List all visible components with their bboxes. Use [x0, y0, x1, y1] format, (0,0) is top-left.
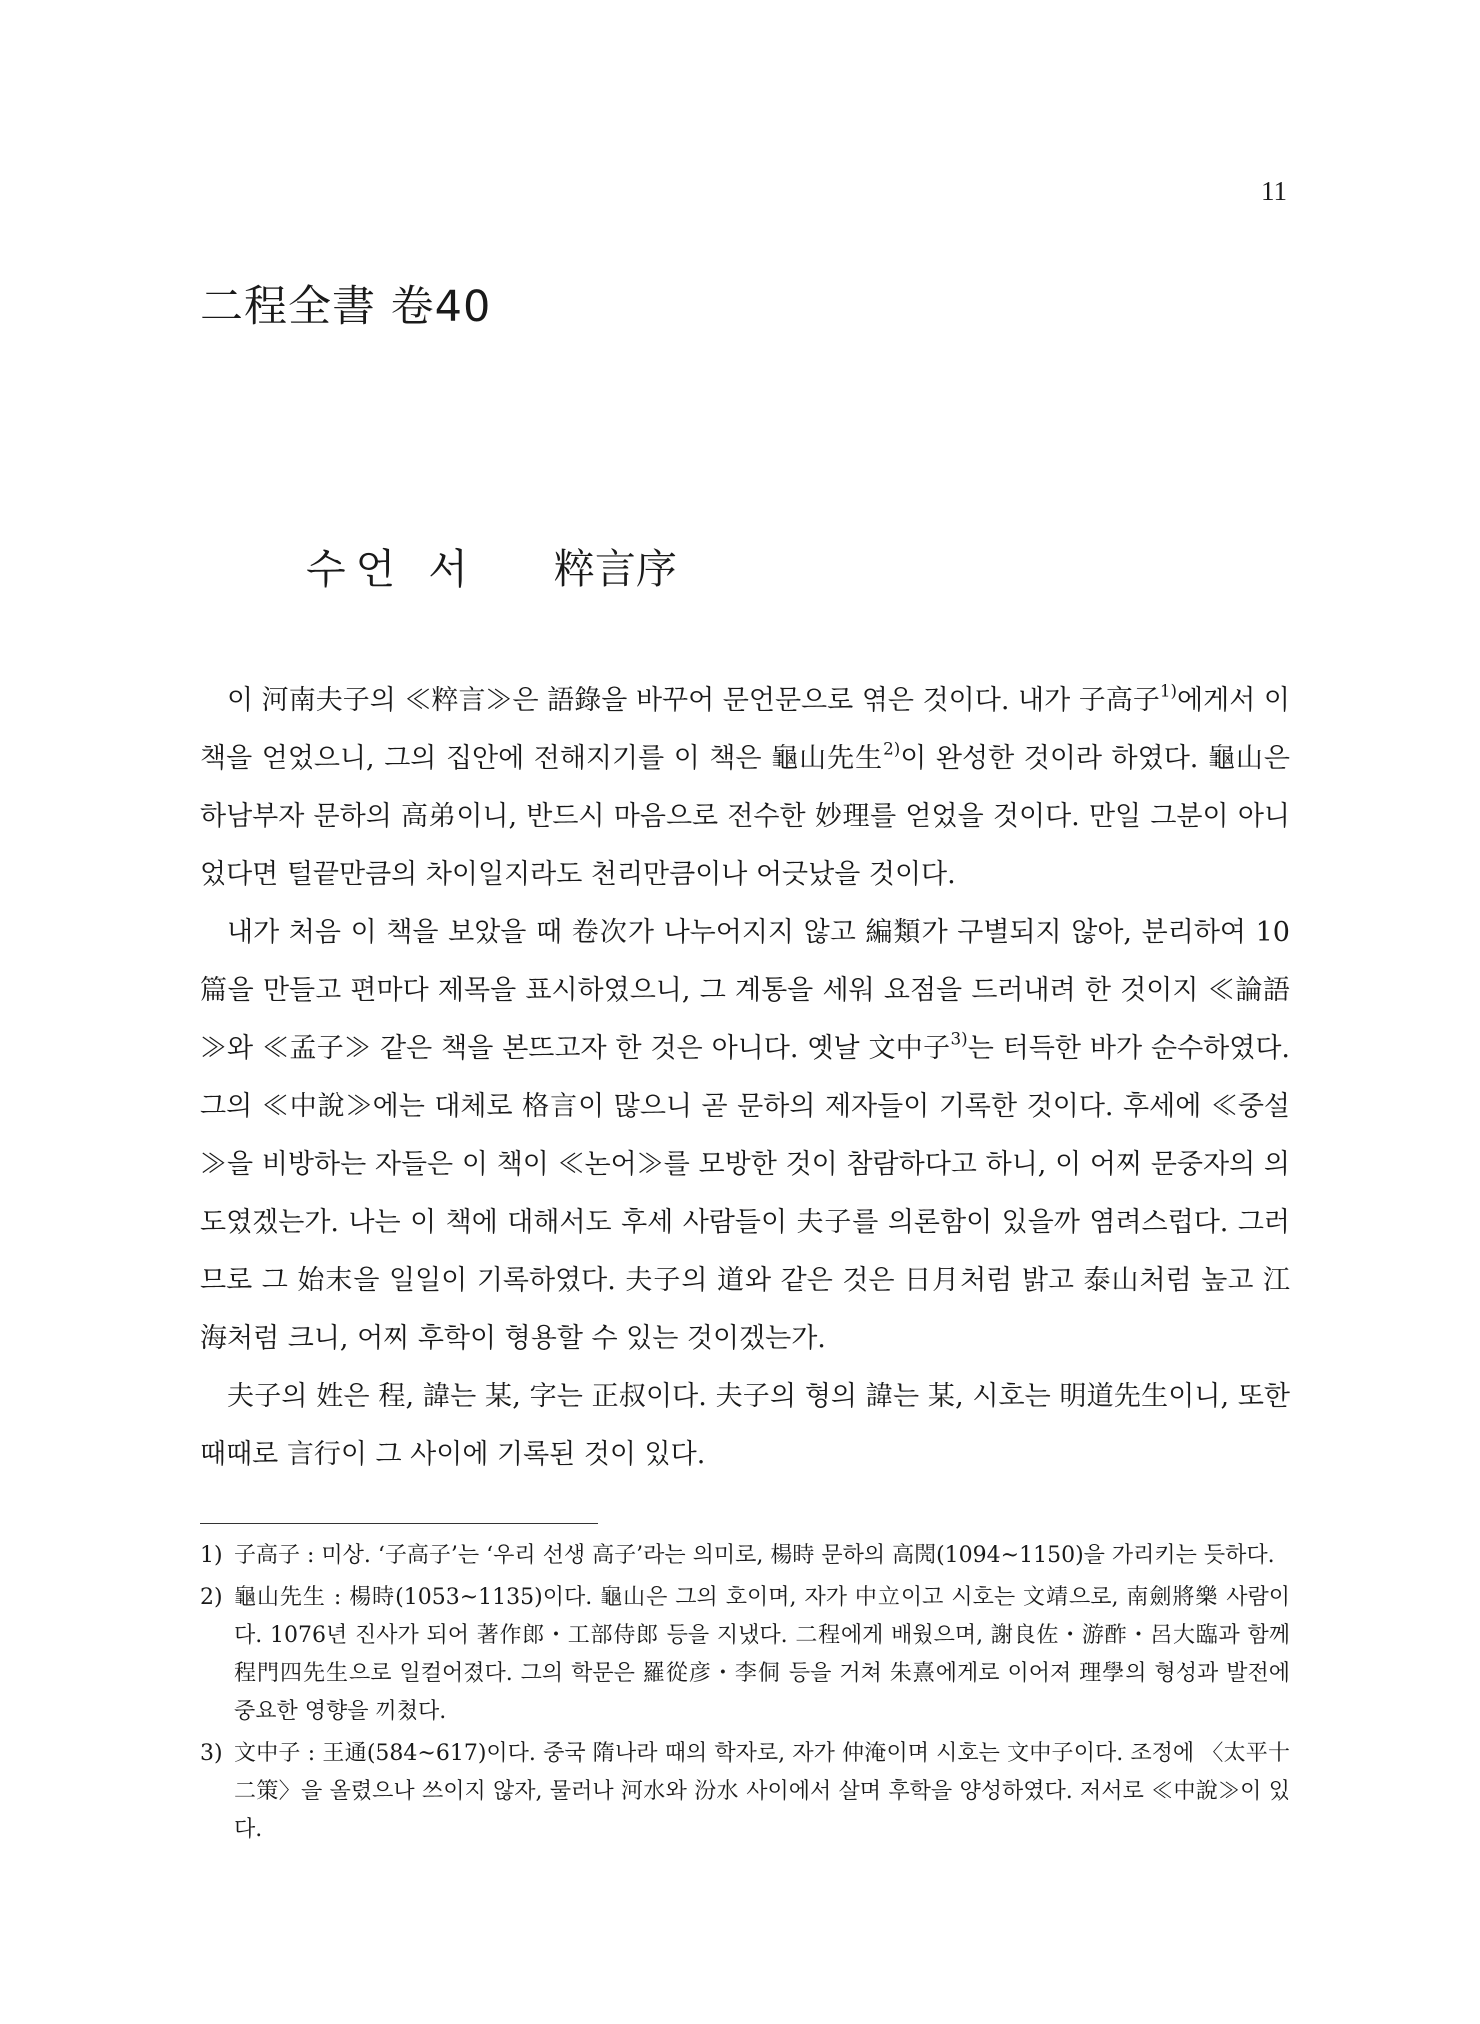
footnote-number: 3) [200, 1741, 223, 1766]
section-title-hangul: 수언 서 [306, 545, 478, 593]
footnote-list [200, 1537, 1290, 1853]
footnote-item [200, 1735, 1290, 1849]
footnote-ref-1: 1) [1159, 680, 1178, 701]
footnote-ref-3: 3) [950, 1028, 968, 1049]
book-title: 二程全書 卷40 [200, 282, 492, 332]
footnote-number: 1) [200, 1543, 223, 1568]
footnote-ref-2: 2) [883, 738, 901, 759]
footnote-text: 文中子 : 王通(584~617)이다. 중국 隋나라 때의 학자로, 자가 仲淹이며 시호는 文中子이다. 조정에 〈太平十二策〉을 올렸으나 쓰이지 않자, 물러나 河水와 汾水 사이에서 살며 후학을 양성하였다. 저서로 ≪中說≫이 있다. [234, 1741, 1290, 1842]
section-heading [306, 536, 677, 595]
paragraph-text: 이 河南夫子의 ≪粹言≫은 語錄을 바꾸어 문언문으로 엮은 것이다. 내가 子高子 [227, 685, 1160, 716]
section-title-hanja: 粹言序 [553, 545, 677, 593]
paragraph-2 [200, 904, 1290, 1368]
footnote-number: 2) [200, 1585, 223, 1610]
footnote-item [200, 1537, 1290, 1575]
paragraph-text: 에게서 이 책을 얻었으니, 그의 집안에 전해지기를 이 책은 龜山先生 [200, 685, 1290, 774]
body-text [200, 672, 1290, 1484]
footnote-item [200, 1579, 1290, 1731]
paragraph-text: 이 완성한 것이라 하였다. 龜山은 하남부자 문하의 高弟이니, 반드시 마음으로 전수한 妙理를 얻었을 것이다. 만일 그분이 아니었다면 털끝만큼의 차이일지라도 천리만큼이나 어긋났을 것이다. [200, 743, 1290, 890]
paragraph-text: 夫子의 姓은 程, 諱는 某, 字는 正叔이다. 夫子의 형의 諱는 某, 시호는 明道先生이니, 또한 때때로 言行이 그 사이에 기록된 것이 있다. [200, 1381, 1290, 1470]
paragraph-3 [200, 1368, 1290, 1484]
paragraph-text: 내가 처음 이 책을 보았을 때 卷次가 나누어지지 않고 編類가 구별되지 않아, 분리하여 10篇을 만들고 편마다 제목을 표시하였으니, 그 계통을 세워 요점을 드러내려 한 것이지 ≪論語≫와 ≪孟子≫ 같은 책을 본뜨고자 한 것은 아니다. 옛날 文中子 [200, 917, 1290, 1064]
page-number: 11 [1261, 176, 1287, 206]
footnote-text: 子高子 : 미상. ‘子高子’는 ‘우리 선생 高子’라는 의미로, 楊時 문하의 高閌(1094~1150)을 가리키는 듯하다. [234, 1543, 1275, 1568]
footnote-text: 龜山先生 : 楊時(1053~1135)이다. 龜山은 그의 호이며, 자가 中立이고 시호는 文靖으로, 南劍將樂 사람이다. 1076년 진사가 되어 著作郎・工部侍郎 등을 지냈다. 二程에게 배웠으며, 謝良佐・游酢・呂大臨과 함께 程門四先生으로 일컬어졌다. 그의 학문은 羅從彦・李侗 등을 거쳐 朱熹에게로 이어져 理學의 형성과 발전에 중요한 영향을 끼쳤다. [234, 1585, 1290, 1724]
footnote-divider [200, 1523, 598, 1524]
paragraph-1 [200, 672, 1290, 904]
paragraph-text: 는 터득한 바가 순수하였다. 그의 ≪中說≫에는 대체로 格言이 많으니 곧 문하의 제자들이 기록한 것이다. 후세에 ≪중설≫을 비방하는 자들은 이 책이 ≪논어≫를 모방한 것이 참람하다고 하니, 이 어찌 문중자의 의도였겠는가. 나는 이 책에 대해서도 후세 사람들이 夫子를 의론함이 있을까 염려스럽다. 그러므로 그 始末을 일일이 기록하였다. 夫子의 道와 같은 것은 日月처럼 밝고 泰山처럼 높고 江海처럼 크니, 어찌 후학이 형용할 수 있는 것이겠는가. [200, 1033, 1291, 1354]
